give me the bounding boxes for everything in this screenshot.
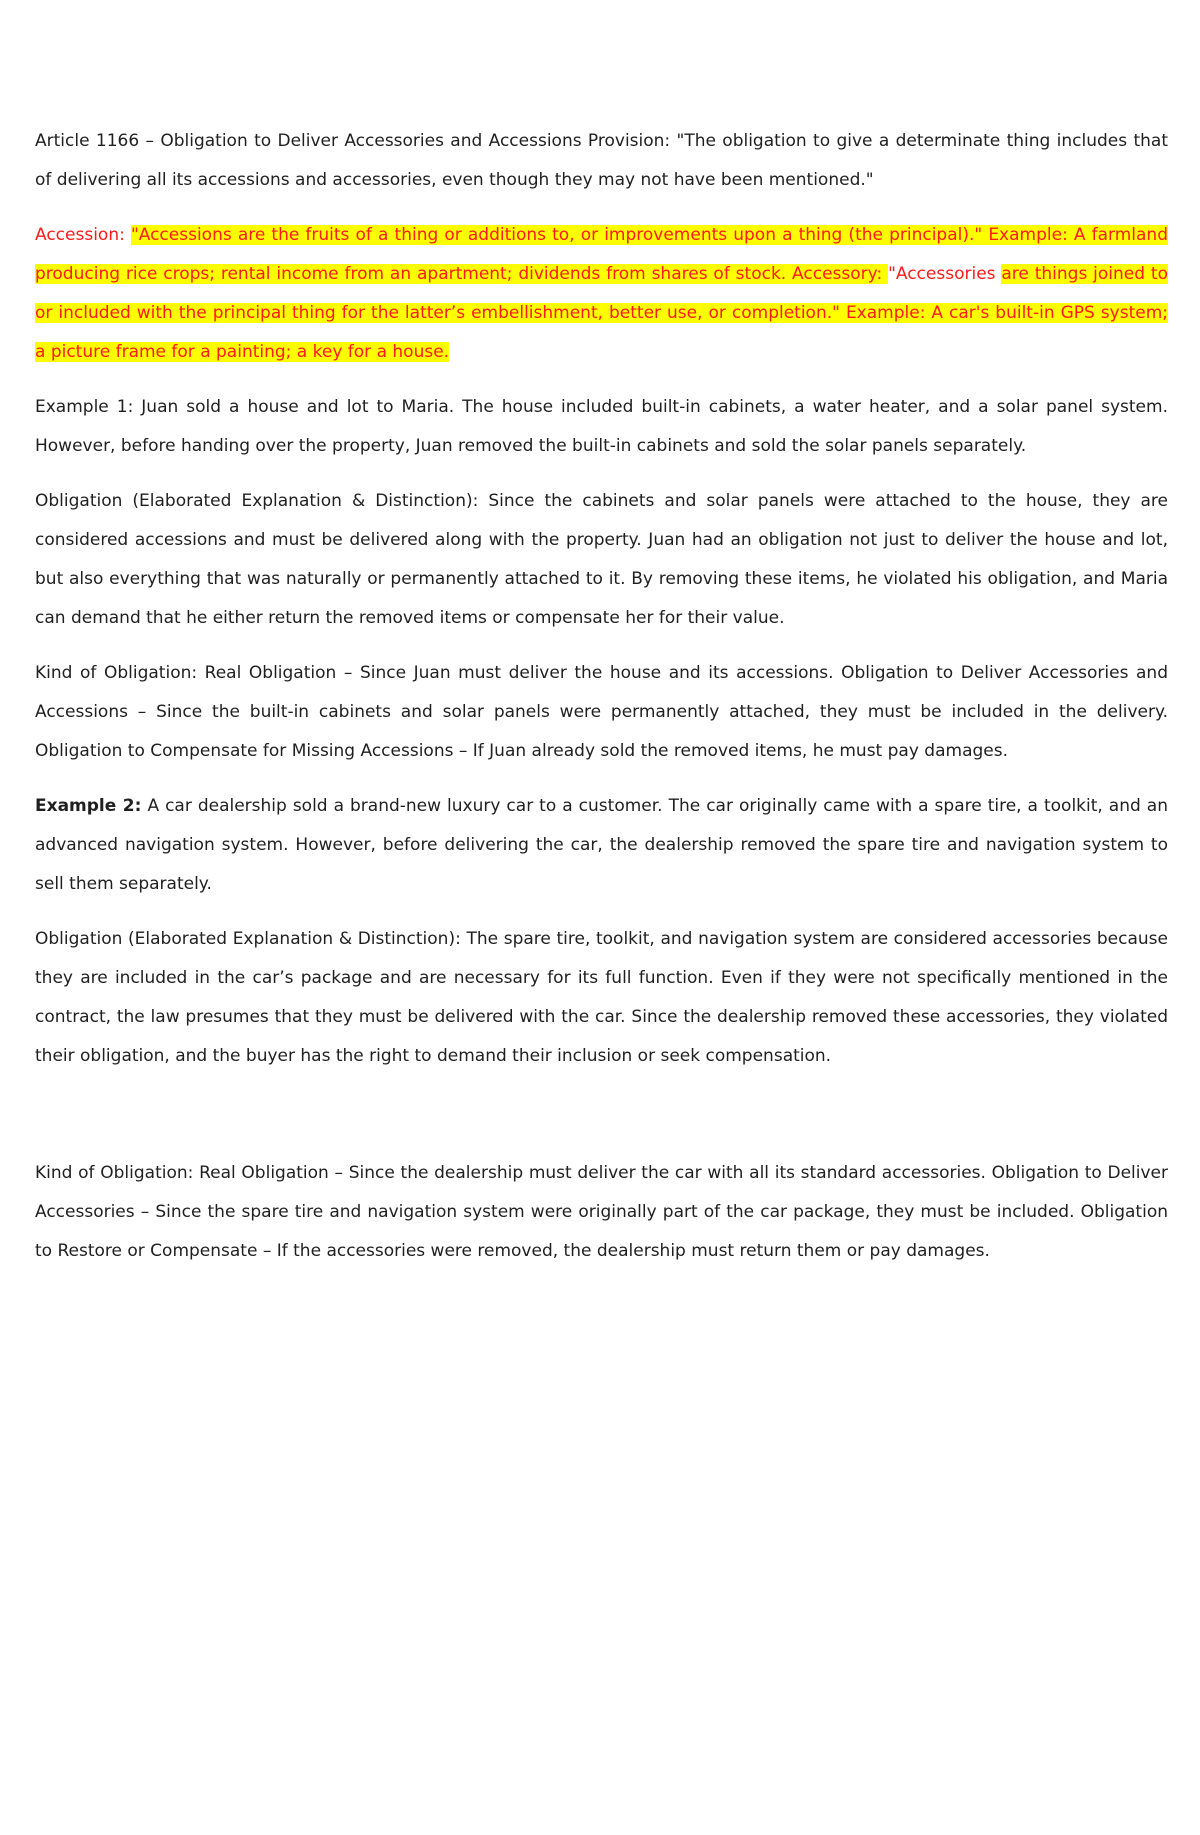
example-2-kind-paragraph: Kind of Obligation: Real Obligation – Since the dealership must deliver the car with all its standard accessories. Obligation to Deliver Accessories – Since the spare tire and navigation system were originally part of the car package, they must be included. Obligation to Restore or Compensate – If the accessories were removed, the dealership must return them or pay damages. bbox=[35, 1163, 1168, 1261]
accession-lead: Accession: bbox=[35, 225, 131, 245]
example-2-text: A car dealership sold a brand-new luxury car to a customer. The car originally came with a spare tire, a toolkit, and an advanced navigation system. However, before delivering the car, the dealership removed the spare tire and navigation system to sell them separately. bbox=[35, 796, 1168, 894]
example-1-kind-paragraph: Kind of Obligation: Real Obligation – Since Juan must deliver the house and its accessions. Obligation to Deliver Accessories and Accessions – Since the built-in cabinets and solar panels were permanently attached, they must be included in the delivery. Obligation to Compensate for Missing Accessions – If Juan already sold the removed items, he must pay damages. bbox=[35, 663, 1168, 761]
example-2-paragraph bbox=[35, 787, 1168, 904]
example-1-obligation-paragraph: Obligation (Elaborated Explanation & Distinction): Since the cabinets and solar panels were attached to the house, they are considered accessions and must be delivered along with the property. Juan had an obligation not just to deliver the house and lot, but also everything that was naturally or permanently attached to it. By removing these items, he violated his obligation, and Maria can demand that he either return the removed items or compensate her for their value. bbox=[35, 491, 1168, 628]
accessory-plain: "Accessories bbox=[888, 264, 1002, 284]
accession-highlight: "Accessions are the fruits of a thing or additions to, or improvements upon a thing (the principal)." Example: A farmland producing rice crops; rental income from an apartment; dividends from shares of stock. Accessory: bbox=[35, 225, 1168, 284]
accessory-highlight: are things joined to or included with the principal thing for the latter’s embellishment, better use, or completion." Example: A car's built-in GPS system; a picture frame for a painting; a key for a house. bbox=[35, 264, 1168, 362]
example-2-label: Example 2: bbox=[35, 796, 142, 816]
example-1-paragraph: Example 1: Juan sold a house and lot to Maria. The house included built-in cabinets, a water heater, and a solar panel system. However, before handing over the property, Juan removed the built-in cabinets and sold the solar panels separately. bbox=[35, 397, 1168, 456]
accession-definition-paragraph bbox=[35, 216, 1168, 372]
document-body bbox=[35, 122, 1168, 1287]
example-2-obligation-paragraph: Obligation (Elaborated Explanation & Distinction): The spare tire, toolkit, and navigation system are considered accessories because they are included in the car’s package and are necessary for its full function. Even if they were not specifically mentioned in the contract, the law presumes that they must be delivered with the car. Since the dealership removed these accessories, they violated their obligation, and the buyer has the right to demand their inclusion or seek compensation. bbox=[35, 929, 1168, 1066]
article-provision-paragraph: Article 1166 – Obligation to Deliver Accessories and Accessions Provision: "The obligation to give a determinate thing includes that of delivering all its accessions and accessories, even though they may not have been mentioned." bbox=[35, 131, 1168, 190]
